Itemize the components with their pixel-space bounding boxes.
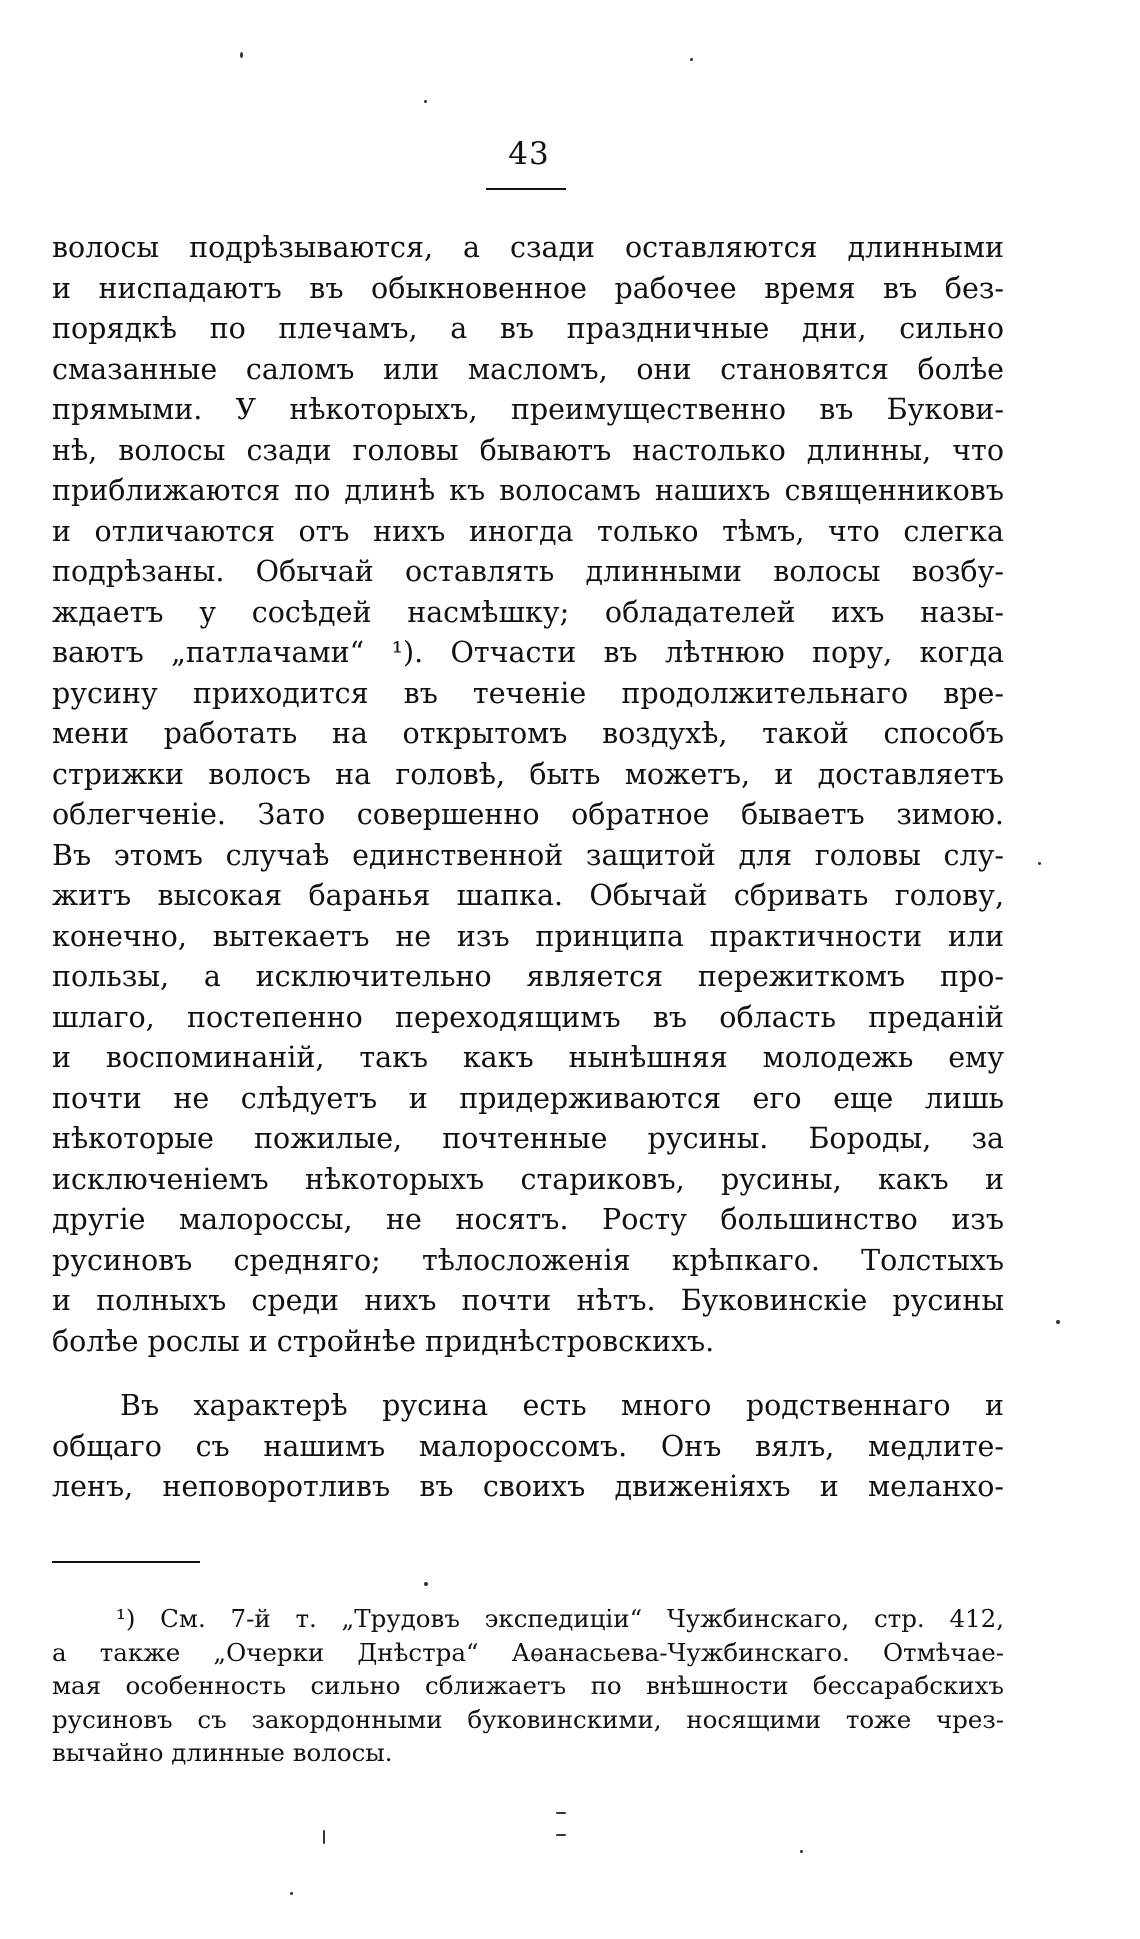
- footnote-line: русиновъ съ закордонными буковинскими, носящими тоже чрез-: [52, 1704, 1004, 1734]
- text-line: подрѣзаны. Обычай оставлять длинными волосы возбу-: [52, 555, 1004, 588]
- text-line: и ниспадаютъ въ обыкновенное рабочее время въ без-: [52, 271, 1004, 305]
- text-line: конечно, вытекаетъ не изъ принципа практичности или: [52, 919, 1004, 953]
- text-line: болѣе рослы и стройнѣе приднѣстровскихъ.: [52, 1324, 715, 1358]
- footnote-first-line: [52, 1602, 1004, 1636]
- footnote-text: См. 7-й т. „Трудовъ экспедиціи“ Чужбинскаго, стр. 412,: [160, 1604, 1004, 1633]
- footnote-line: а также „Очерки Днѣстра“ Аѳанасьева-Чужбинскаго. Отмѣчае-: [52, 1637, 1004, 1667]
- text-line: облегченіе. Зато совершенно обратное бываетъ зимою.: [52, 798, 1004, 831]
- text-line: почти не слѣдуетъ и придерживаются его еще лишь: [52, 1081, 1004, 1115]
- text-line: нѣ, волосы сзади головы бываютъ настолько длинны, что: [52, 433, 1004, 467]
- text-line: Въ характерѣ русина есть много родственнаго и: [120, 1389, 1004, 1422]
- footnote-line: вычайно длинные волосы.: [52, 1738, 393, 1767]
- text-line: и отличаются отъ нихъ иногда только тѣмъ, что слегка: [52, 514, 1004, 548]
- page-number: 43: [508, 136, 550, 172]
- text-line: русиновъ средняго; тѣлосложенія крѣпкаго. Толстыхъ: [52, 1243, 1004, 1277]
- scan-speck: [690, 58, 693, 61]
- page-number-rule: [486, 188, 566, 190]
- scan-speck: [424, 100, 427, 103]
- scan-speck: [240, 52, 243, 58]
- scan-speck: [290, 1892, 293, 1895]
- text-line: житъ высокая баранья шапка. Обычай сбривать голову,: [52, 879, 1004, 912]
- text-line: другіе малороссы, не носятъ. Росту большинство изъ: [52, 1203, 1004, 1236]
- text-line: порядкѣ по плечамъ, а въ праздничные дни, сильно: [52, 312, 1004, 345]
- text-line: приближаются по длинѣ къ волосамъ нашихъ священниковъ: [52, 474, 1004, 507]
- text-line: стрижки волосъ на головѣ, быть можетъ, и доставляетъ: [52, 757, 1004, 791]
- text-line: и полныхъ среди нихъ почти нѣтъ. Буковинскіе русины: [52, 1284, 1004, 1317]
- footnote-line: мая особенность сильно сближаетъ по внѣшности бессарабскихъ: [52, 1671, 1004, 1700]
- scan-speck: [1038, 862, 1041, 865]
- text-line: и воспоминаній, такъ какъ нынѣшняя молодежь ему: [52, 1041, 1004, 1074]
- text-line: пользы, а исключительно является пережиткомъ про-: [52, 960, 1004, 993]
- text-line: прямыми. У нѣкоторыхъ, преимущественно въ Букови-: [52, 393, 1004, 426]
- footnote: [52, 1602, 1004, 1770]
- scan-speck: [800, 1850, 803, 1853]
- text-line: исключеніемъ нѣкоторыхъ стариковъ, русины, какъ и: [52, 1162, 1004, 1196]
- text-line: мени работать на открытомъ воздухѣ, такой способъ: [52, 717, 1004, 750]
- scan-speck: [556, 1812, 566, 1814]
- footnote-separator: [52, 1561, 200, 1563]
- text-line: смазанные саломъ или масломъ, они становятся болѣе: [52, 352, 1004, 386]
- paragraph-1: [52, 228, 1004, 1362]
- footnote-marker: ¹): [116, 1604, 136, 1633]
- scan-speck: [323, 1830, 325, 1844]
- scan-speck: [556, 1834, 566, 1836]
- text-line: нѣкоторые пожилые, почтенные русины. Бороды, за: [52, 1122, 1004, 1155]
- text-line: ленъ, неповоротливъ въ своихъ движеніяхъ и меланхо-: [52, 1470, 1004, 1503]
- text-line: общаго съ нашимъ малороссомъ. Онъ вялъ, медлите-: [52, 1429, 1004, 1463]
- paragraph-2: [52, 1386, 1004, 1508]
- text-line: волосы подрѣзываются, а сзади оставляются длинными: [52, 231, 1004, 264]
- text-line: шлаго, постепенно переходящимъ въ область преданій: [52, 1000, 1004, 1034]
- text-line: русину приходится въ теченіе продолжительнаго вре-: [52, 676, 1004, 710]
- text-line-with-footnote-ref: ваютъ „патлачами“ ¹). Отчасти въ лѣтнюю пору, когда: [52, 636, 1004, 669]
- scan-speck: [424, 1582, 428, 1586]
- text-line: Въ этомъ случаѣ единственной защитой для головы слу-: [52, 838, 1004, 872]
- scan-speck: [1056, 1320, 1060, 1324]
- text-line: ждаетъ у сосѣдей насмѣшку; обладателей ихъ назы-: [52, 595, 1004, 629]
